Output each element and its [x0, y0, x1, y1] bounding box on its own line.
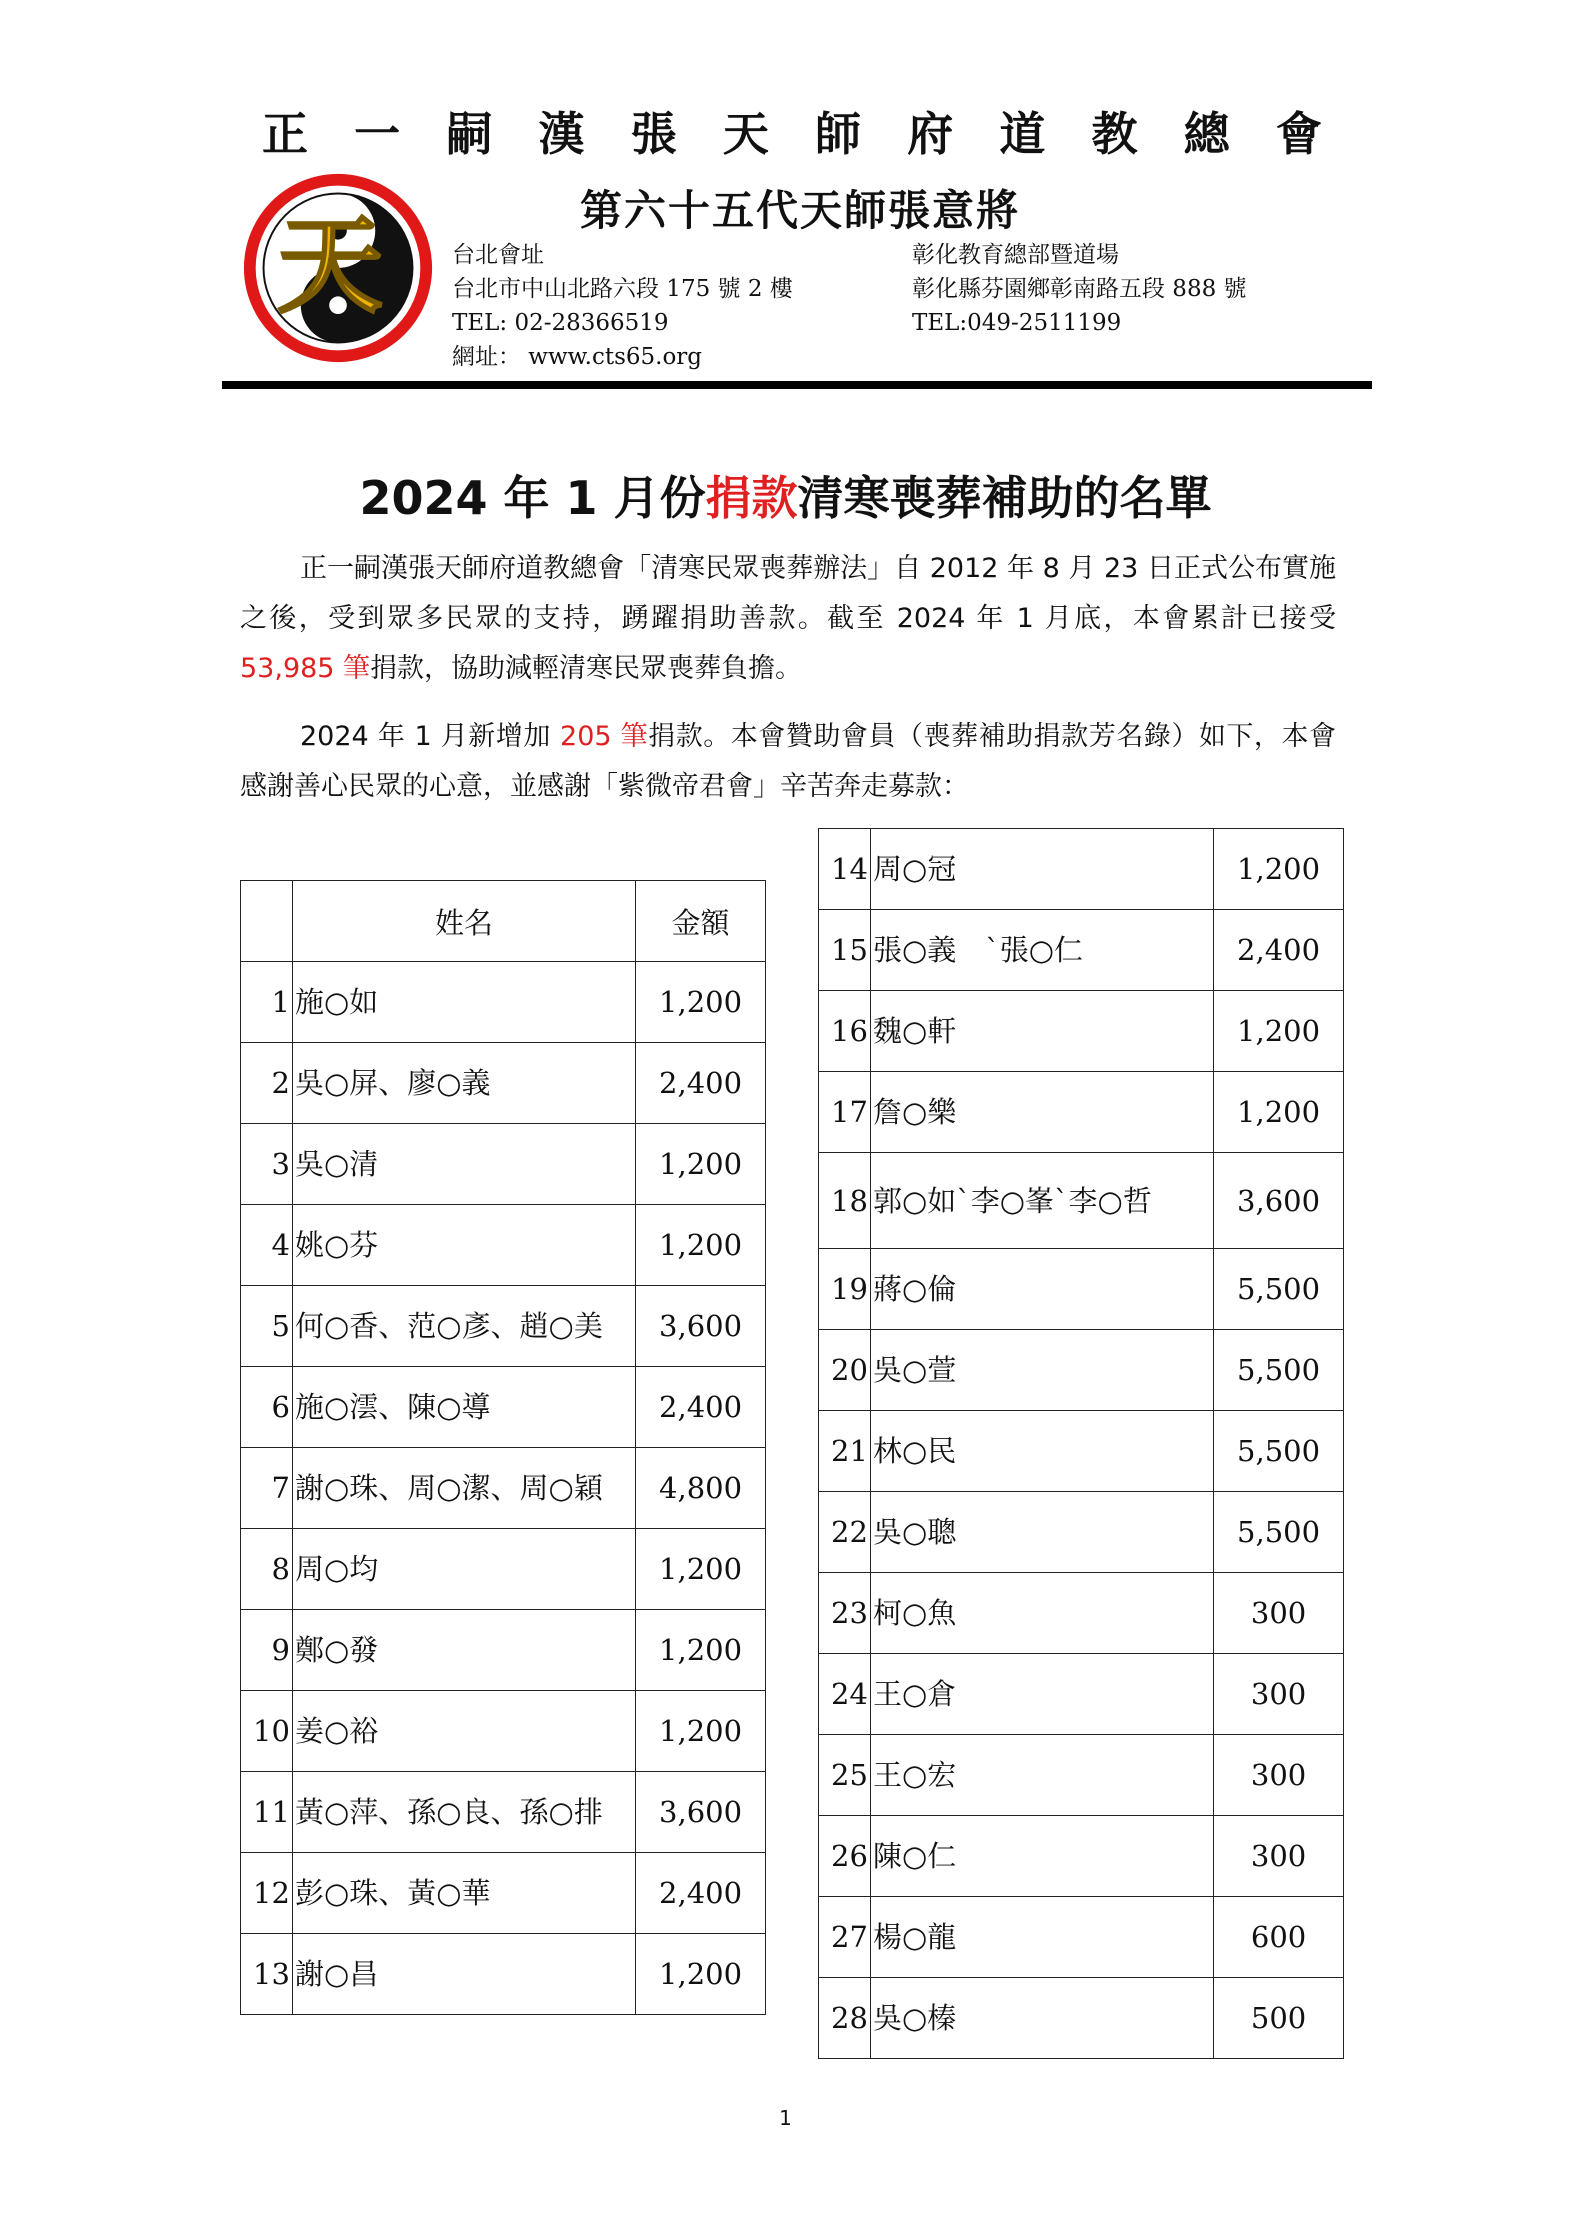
- donor-name: 施○澐、陳○導: [292, 1367, 635, 1448]
- donation-amount: 1,200: [1214, 1072, 1344, 1153]
- org-name-char: 正: [262, 107, 308, 161]
- row-number: 24: [819, 1654, 871, 1735]
- table-header-row: [241, 881, 766, 962]
- intro-paragraph: [240, 544, 1336, 694]
- donor-name: 王○倉: [870, 1654, 1213, 1735]
- tian-taiji-logo-icon: [240, 170, 436, 366]
- row-number: 2: [241, 1043, 293, 1124]
- row-number: 27: [819, 1897, 871, 1978]
- table-row: [241, 1448, 766, 1529]
- row-number: 6: [241, 1367, 293, 1448]
- donation-amount: 300: [1214, 1735, 1344, 1816]
- donor-name: 蔣○倫: [870, 1249, 1213, 1330]
- org-name-char: 道: [999, 107, 1046, 161]
- table-row: [241, 1853, 766, 1934]
- donor-name: 姜○裕: [292, 1691, 635, 1772]
- table-row: [819, 829, 1344, 910]
- org-name-char: 張: [630, 107, 677, 161]
- table-row: [241, 1529, 766, 1610]
- header-divider: [222, 381, 1372, 389]
- table-row: [819, 1816, 1344, 1897]
- title-highlight: 捐款: [705, 471, 798, 525]
- donation-amount: 1,200: [636, 1205, 766, 1286]
- row-number: 4: [241, 1205, 293, 1286]
- table-row: [241, 1610, 766, 1691]
- para2-text-a: 2024 年 1 月新增加: [300, 721, 561, 752]
- donor-name: 詹○樂: [870, 1072, 1213, 1153]
- donor-name: 柯○魚: [870, 1573, 1213, 1654]
- table-row: [819, 1492, 1344, 1573]
- donation-amount: 4,800: [636, 1448, 766, 1529]
- row-number: 28: [819, 1978, 871, 2059]
- table-row: [241, 1367, 766, 1448]
- row-number: 17: [819, 1072, 871, 1153]
- donation-amount: 1,200: [636, 1529, 766, 1610]
- table-row: [819, 1153, 1344, 1249]
- org-name-char: 府: [907, 107, 954, 161]
- donor-name: 吳○聰: [870, 1492, 1213, 1573]
- organization-name: [262, 98, 1322, 164]
- row-number: 12: [241, 1853, 293, 1934]
- monthly-paragraph: [240, 712, 1336, 812]
- donor-name: 周○冠: [870, 829, 1213, 910]
- donor-name: 吳○清: [292, 1124, 635, 1205]
- donation-amount: 1,200: [636, 1610, 766, 1691]
- changhua-tel: TEL:049-2511199: [912, 310, 1122, 336]
- row-number: 18: [819, 1153, 871, 1249]
- row-number: 20: [819, 1330, 871, 1411]
- donation-amount: 5,500: [1214, 1330, 1344, 1411]
- donation-amount: 300: [1214, 1816, 1344, 1897]
- donor-name: 周○均: [292, 1529, 635, 1610]
- table-row: [819, 1735, 1344, 1816]
- row-number: 25: [819, 1735, 871, 1816]
- donor-name: 郭○如`李○峯`李○哲: [870, 1153, 1213, 1249]
- donation-amount: 2,400: [636, 1043, 766, 1124]
- row-number: 23: [819, 1573, 871, 1654]
- row-number: 21: [819, 1411, 871, 1492]
- row-number: 9: [241, 1610, 293, 1691]
- table-row: [819, 1072, 1344, 1153]
- table-row: [241, 1691, 766, 1772]
- donation-amount: 1,200: [1214, 991, 1344, 1072]
- document-title: [0, 462, 1571, 528]
- donation-amount: 500: [1214, 1978, 1344, 2059]
- row-number: 14: [819, 829, 871, 910]
- donor-name: 魏○軒: [870, 991, 1213, 1072]
- donation-amount: 600: [1214, 1897, 1344, 1978]
- row-number: 1: [241, 962, 293, 1043]
- org-name-char: 會: [1275, 107, 1322, 161]
- donor-name: 張○義 `張○仁: [870, 910, 1213, 991]
- table-row: [819, 1978, 1344, 2059]
- cumulative-count: 53,985 筆: [240, 653, 371, 684]
- row-number: 22: [819, 1492, 871, 1573]
- para1-text-a: 正一嗣漢張天師府道教總會「清寒民眾喪葬辦法」自 2012 年 8 月 23 日正式公布實施之後，受到眾多民眾的支持，踴躍捐助善款。截至 2024 年 1 月底，本會累計已接受: [240, 553, 1336, 634]
- donation-amount: 1,200: [636, 1691, 766, 1772]
- donor-name: 彭○珠、黃○華: [292, 1853, 635, 1934]
- donor-name: 何○香、范○彥、趙○美: [292, 1286, 635, 1367]
- donation-amount: 1,200: [636, 1124, 766, 1205]
- header-number-cell: [241, 881, 293, 962]
- table-row: [819, 1573, 1344, 1654]
- donation-amount: 2,400: [636, 1367, 766, 1448]
- table-row: [241, 1205, 766, 1286]
- donation-amount: 1,200: [636, 962, 766, 1043]
- row-number: 26: [819, 1816, 871, 1897]
- logo-character: 天: [277, 204, 384, 328]
- celestial-master-title: 第六十五代天師張意將: [580, 186, 1021, 235]
- donation-amount: 2,400: [636, 1853, 766, 1934]
- row-number: 10: [241, 1691, 293, 1772]
- donor-name: 吳○屏、廖○義: [292, 1043, 635, 1124]
- donor-name: 謝○昌: [292, 1934, 635, 2015]
- table-row: [819, 1654, 1344, 1735]
- donor-name: 陳○仁: [870, 1816, 1213, 1897]
- row-number: 8: [241, 1529, 293, 1610]
- taipei-tel: TEL: 02-28366519: [452, 310, 669, 336]
- donation-amount: 3,600: [636, 1286, 766, 1367]
- table-row: [819, 991, 1344, 1072]
- donor-name: 楊○龍: [870, 1897, 1213, 1978]
- table-row: [241, 1286, 766, 1367]
- row-number: 7: [241, 1448, 293, 1529]
- row-number: 16: [819, 991, 871, 1072]
- donor-name: 王○宏: [870, 1735, 1213, 1816]
- table-row: [819, 1897, 1344, 1978]
- title-rest: 清寒喪葬補助的名單: [797, 471, 1212, 525]
- changhua-address-block: [912, 238, 1247, 340]
- website[interactable]: 網址： www.cts65.org: [452, 344, 703, 370]
- donor-table-right: [818, 828, 1344, 2059]
- donor-name: 鄭○發: [292, 1610, 635, 1691]
- donor-name: 吳○萱: [870, 1330, 1213, 1411]
- row-number: 11: [241, 1772, 293, 1853]
- para2-text-b: 捐款。本會贊助會員（喪葬補助捐款芳名錄）如下，本會感謝善心民眾的心意，並感謝「紫微帝君會」辛苦奔走募款：: [240, 721, 1336, 802]
- donation-amount: 3,600: [636, 1772, 766, 1853]
- org-name-char: 總: [1183, 107, 1230, 161]
- page-number: 1: [779, 2106, 792, 2130]
- donation-amount: 5,500: [1214, 1492, 1344, 1573]
- donation-amount: 5,500: [1214, 1411, 1344, 1492]
- donation-amount: 2,400: [1214, 910, 1344, 991]
- donation-amount: 5,500: [1214, 1249, 1344, 1330]
- table-row: [241, 1772, 766, 1853]
- para1-text-b: 捐款，協助減輕清寒民眾喪葬負擔。: [370, 653, 803, 684]
- org-name-char: 師: [815, 107, 862, 161]
- donation-amount: 3,600: [1214, 1153, 1344, 1249]
- donor-name: 吳○榛: [870, 1978, 1213, 2059]
- donor-name: 謝○珠、周○潔、周○穎: [292, 1448, 635, 1529]
- header-name: 姓名: [292, 881, 635, 962]
- table-row: [819, 910, 1344, 991]
- donor-name: 施○如: [292, 962, 635, 1043]
- title-date: 2024 年 1 月份: [359, 471, 706, 525]
- table-row: [241, 1124, 766, 1205]
- table-row: [241, 962, 766, 1043]
- org-name-char: 漢: [538, 107, 585, 161]
- donor-table-left: [240, 880, 766, 2015]
- donor-name: 黃○萍、孫○良、孫○排: [292, 1772, 635, 1853]
- table-row: [241, 1043, 766, 1124]
- table-row: [241, 1934, 766, 2015]
- row-number: 13: [241, 1934, 293, 2015]
- monthly-count: 205 筆: [560, 721, 649, 752]
- org-name-char: 一: [354, 107, 401, 161]
- changhua-address: 彰化縣芬園鄉彰南路五段 888 號: [912, 276, 1247, 302]
- donor-name: 林○民: [870, 1411, 1213, 1492]
- table-row: [819, 1249, 1344, 1330]
- donation-amount: 300: [1214, 1573, 1344, 1654]
- row-number: 19: [819, 1249, 871, 1330]
- row-number: 3: [241, 1124, 293, 1205]
- donation-amount: 300: [1214, 1654, 1344, 1735]
- taipei-label: 台北會址: [452, 242, 544, 268]
- row-number: 15: [819, 910, 871, 991]
- taipei-address-block: [452, 238, 793, 374]
- org-name-char: 教: [1091, 107, 1138, 161]
- taipei-address: 台北市中山北路六段 175 號 2 樓: [452, 276, 793, 302]
- row-number: 5: [241, 1286, 293, 1367]
- donation-amount: 1,200: [636, 1934, 766, 2015]
- table-row: [819, 1330, 1344, 1411]
- org-name-char: 天: [722, 107, 769, 161]
- donor-name: 姚○芬: [292, 1205, 635, 1286]
- org-name-char: 嗣: [446, 107, 493, 161]
- header-amount: 金額: [636, 881, 766, 962]
- donation-amount: 1,200: [1214, 829, 1344, 910]
- changhua-label: 彰化教育總部暨道場: [912, 242, 1119, 268]
- table-row: [819, 1411, 1344, 1492]
